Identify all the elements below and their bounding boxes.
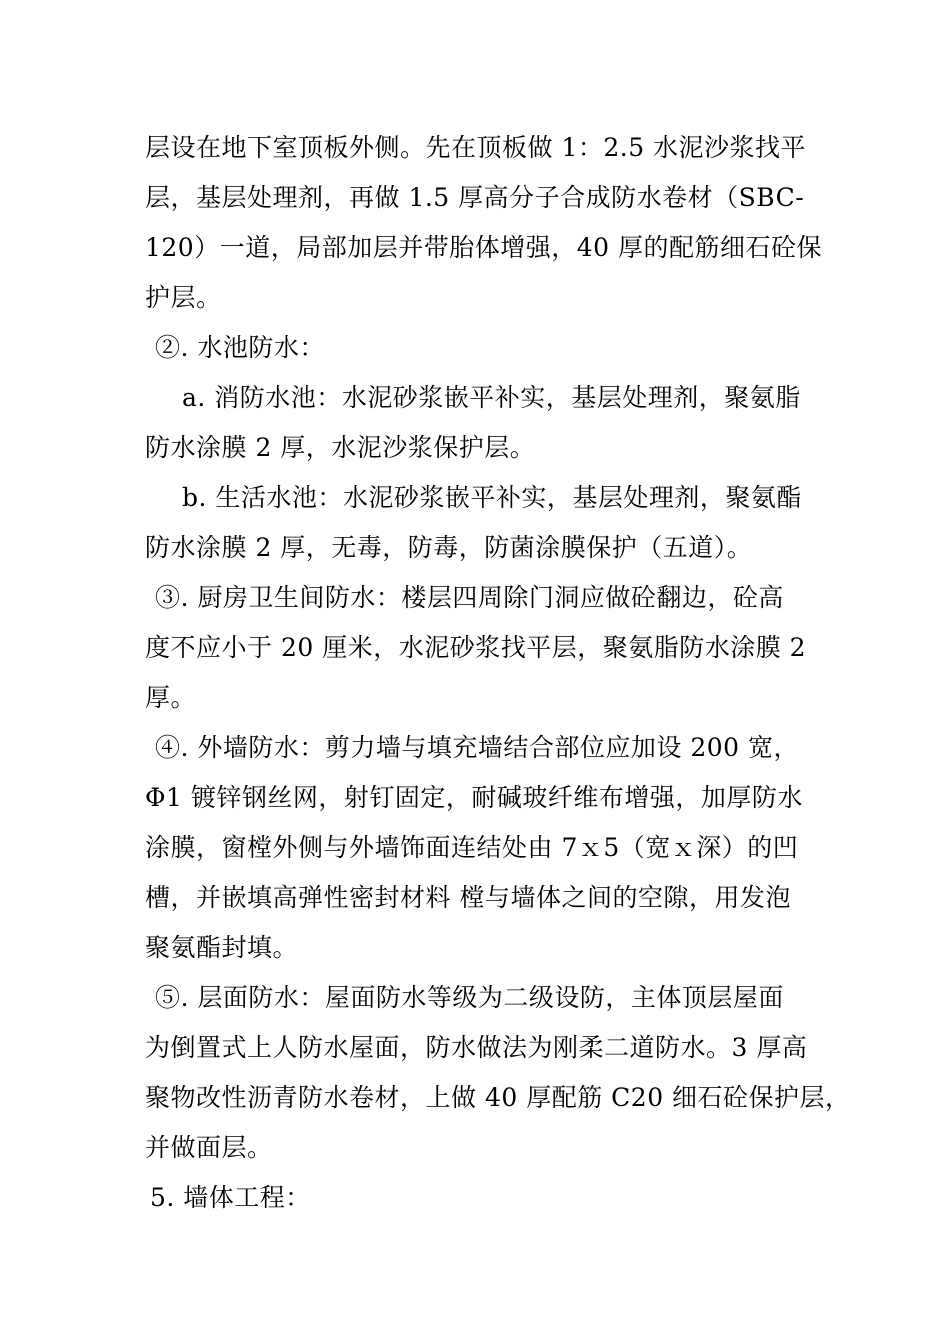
- text-line: 护层。: [145, 283, 222, 312]
- text-line: 120）一道，局部加层并带胎体增强，40 厚的配筋细石砼保: [145, 233, 822, 262]
- text-line: 防水涂膜 2 厚，无毒，防毒，防菌涂膜保护（五道）。: [145, 533, 753, 562]
- text-line: 厚。: [145, 683, 197, 712]
- text-line: 并做面层。: [145, 1133, 273, 1162]
- text-line: Φ1 镀锌钢丝网，射钉固定，耐碱玻纤维布增强，加厚防水: [145, 783, 803, 812]
- list-item: a. 消防水池：水泥砂浆嵌平补实，基层处理剂，聚氨脂: [182, 383, 801, 412]
- text-line: 聚物改性沥青防水卷材，上做 40 厚配筋 C20 细石砼保护层，: [145, 1083, 851, 1112]
- section-heading: ⑤. 层面防水：屋面防水等级为二级设防，主体顶层屋面: [155, 983, 784, 1012]
- text-line: 涂膜，窗樘外侧与外墙饰面连结处由 7ｘ5（宽ｘ深）的凹: [145, 833, 799, 862]
- text-line: 度不应小于 20 厘米，水泥砂浆找平层，聚氨脂防水涂膜 2: [145, 633, 807, 662]
- section-heading: ②. 水池防水：: [155, 333, 325, 362]
- text-line: 槽，并嵌填高弹性密封材料 樘与墙体之间的空隙，用发泡: [145, 883, 791, 912]
- chapter-heading: 5. 墙体工程：: [150, 1183, 311, 1212]
- section-heading: ③. 厨房卫生间防水：楼层四周除门洞应做砼翻边，砼高: [155, 583, 784, 612]
- list-item: b. 生活水池：水泥砂浆嵌平补实，基层处理剂，聚氨酯: [182, 483, 802, 512]
- text-line: 层，基层处理剂，再做 1.5 厚高分子合成防水卷材（SBC-: [145, 183, 805, 212]
- text-line: 为倒置式上人防水屋面，防水做法为刚柔二道防水。3 厚高: [145, 1033, 808, 1062]
- text-line: 层设在地下室顶板外侧。先在顶板做 1：2.5 水泥沙浆找平: [145, 133, 807, 162]
- text-line: 聚氨酯封填。: [145, 933, 299, 962]
- section-heading: ④. 外墙防水：剪力墙与填充墙结合部位应加设 200 宽，: [155, 733, 800, 762]
- text-line: 防水涂膜 2 厚，水泥沙浆保护层。: [145, 433, 536, 462]
